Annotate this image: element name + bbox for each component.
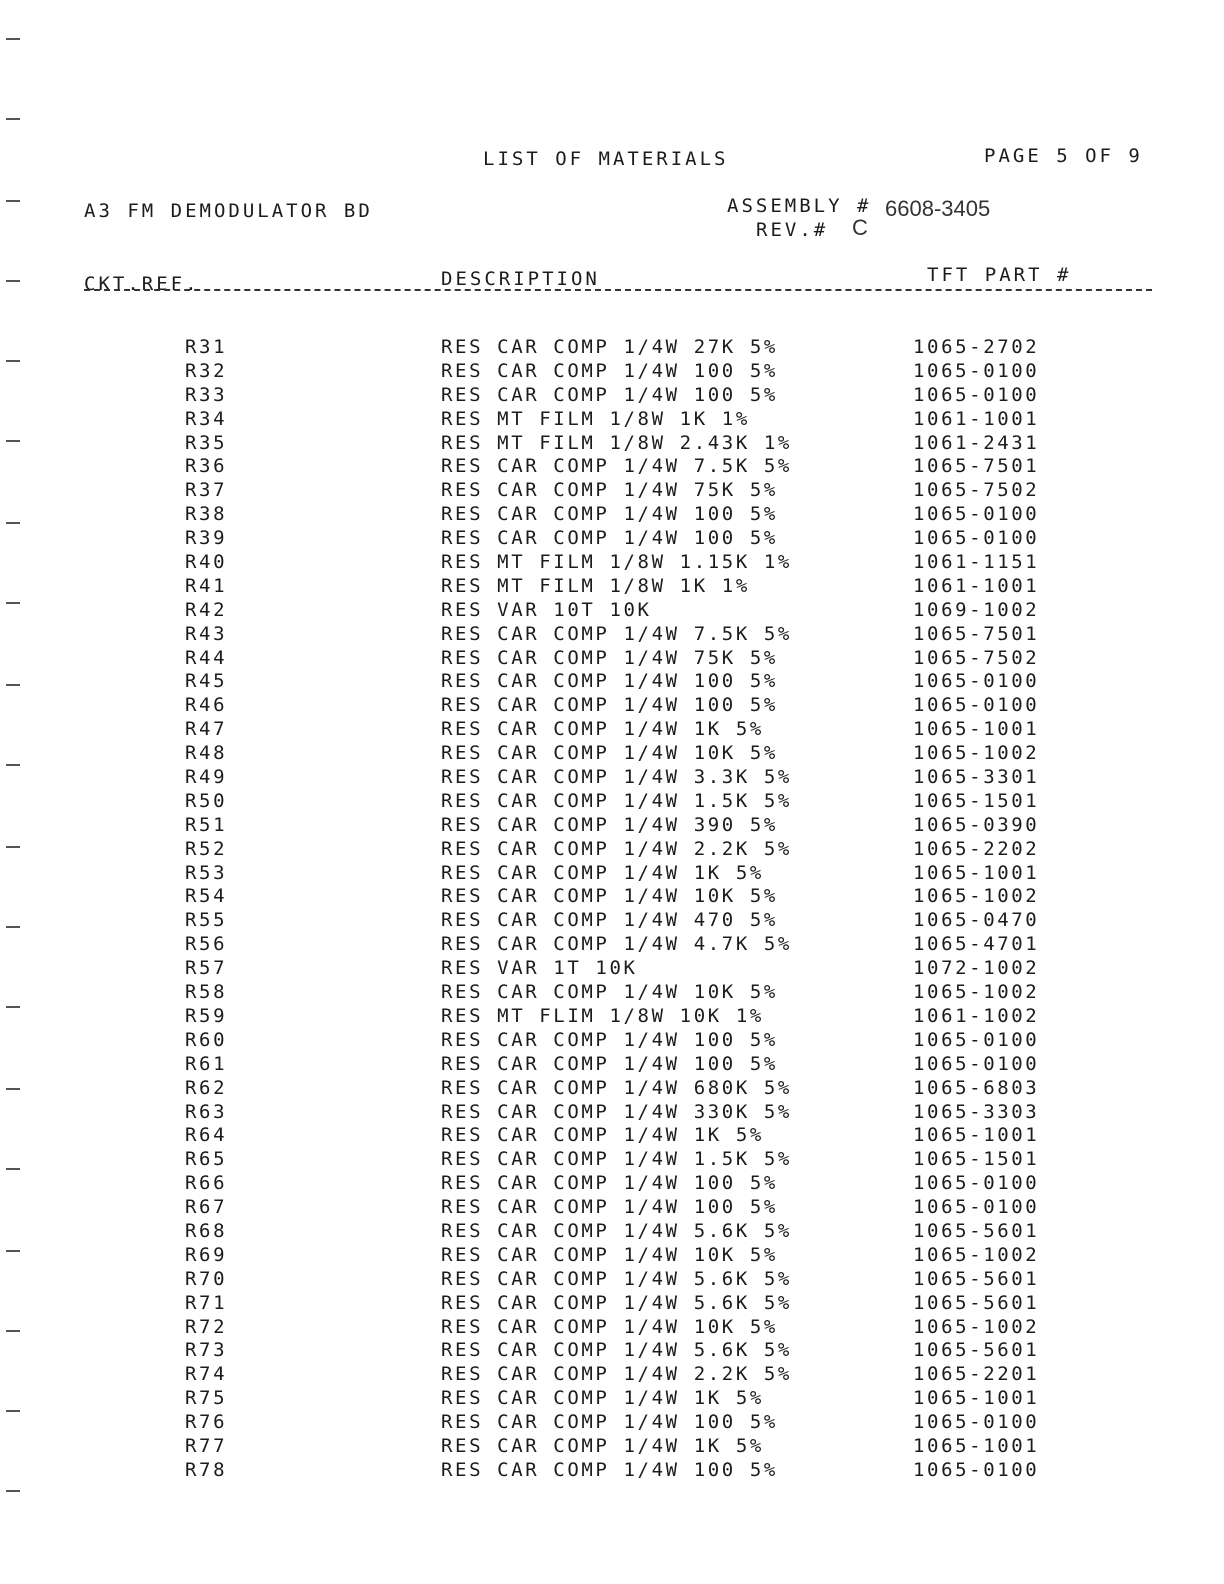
table-row xyxy=(0,1459,1224,1483)
cell-description: RES CAR COMP 1/4W 100 5% xyxy=(441,383,778,406)
table-row xyxy=(0,1077,1224,1101)
cell-part-number: 1065-1002 xyxy=(913,885,1040,908)
cell-description: RES MT FILM 1/8W 1K 1% xyxy=(441,574,750,597)
table-row xyxy=(0,1244,1224,1268)
cell-ckt-ref: R43 xyxy=(185,622,228,645)
cell-description: RES CAR COMP 1/4W 470 5% xyxy=(441,909,778,932)
cell-part-number: 1065-3303 xyxy=(913,1100,1040,1123)
cell-description: RES CAR COMP 1/4W 2.2K 5% xyxy=(441,1363,792,1386)
cell-ckt-ref: R48 xyxy=(185,742,228,765)
cell-description: RES CAR COMP 1/4W 100 5% xyxy=(441,1172,778,1195)
table-row xyxy=(0,742,1224,766)
table-row xyxy=(0,1220,1224,1244)
table-row xyxy=(0,455,1224,479)
cell-description: RES CAR COMP 1/4W 5.6K 5% xyxy=(441,1267,792,1290)
cell-part-number: 1065-0100 xyxy=(913,359,1040,382)
cell-part-number: 1065-0100 xyxy=(913,527,1040,550)
cell-description: RES CAR COMP 1/4W 1K 5% xyxy=(441,1124,764,1147)
cell-ckt-ref: R53 xyxy=(185,861,228,884)
cell-description: RES CAR COMP 1/4W 390 5% xyxy=(441,813,778,836)
table-row xyxy=(0,1339,1224,1363)
cell-description: RES CAR COMP 1/4W 5.6K 5% xyxy=(441,1219,792,1242)
cell-part-number: 1065-1001 xyxy=(913,1387,1040,1410)
table-row xyxy=(0,551,1224,575)
cell-description: RES CAR COMP 1/4W 7.5K 5% xyxy=(441,622,792,645)
cell-ckt-ref: R42 xyxy=(185,598,228,621)
cell-part-number: 1065-7501 xyxy=(913,622,1040,645)
cell-part-number: 1065-5601 xyxy=(913,1339,1040,1362)
cell-part-number: 1065-7501 xyxy=(913,455,1040,478)
table-row xyxy=(0,1196,1224,1220)
cell-description: RES VAR 1T 10K xyxy=(441,957,638,980)
assembly-number: 6608-3405 xyxy=(885,196,991,221)
column-header-part-number: TFT PART # xyxy=(927,264,1072,286)
cell-description: RES CAR COMP 1/4W 330K 5% xyxy=(441,1100,792,1123)
cell-ckt-ref: R54 xyxy=(185,885,228,908)
cell-description: RES CAR COMP 1/4W 10K 5% xyxy=(441,742,778,765)
cell-description: RES CAR COMP 1/4W 100 5% xyxy=(441,527,778,550)
cell-part-number: 1065-1501 xyxy=(913,789,1040,812)
cell-part-number: 1061-2431 xyxy=(913,431,1040,454)
cell-ckt-ref: R38 xyxy=(185,503,228,526)
cell-part-number: 1061-1151 xyxy=(913,551,1040,574)
table-row xyxy=(0,1316,1224,1340)
cell-description: RES CAR COMP 1/4W 75K 5% xyxy=(441,646,778,669)
cell-ckt-ref: R68 xyxy=(185,1219,228,1242)
header-divider xyxy=(84,289,1152,291)
table-row xyxy=(0,766,1224,790)
cell-ckt-ref: R78 xyxy=(185,1458,228,1481)
cell-ckt-ref: R70 xyxy=(185,1267,228,1290)
cell-part-number: 1065-0100 xyxy=(913,670,1040,693)
cell-description: RES CAR COMP 1/4W 100 5% xyxy=(441,1052,778,1075)
table-row xyxy=(0,718,1224,742)
cell-part-number: 1061-1001 xyxy=(913,574,1040,597)
cell-ckt-ref: R58 xyxy=(185,981,228,1004)
table-row xyxy=(0,981,1224,1005)
cell-description: RES CAR COMP 1/4W 100 5% xyxy=(441,503,778,526)
table-row xyxy=(0,862,1224,886)
cell-description: RES CAR COMP 1/4W 1K 5% xyxy=(441,1434,764,1457)
cell-part-number: 1065-5601 xyxy=(913,1219,1040,1242)
cell-ckt-ref: R63 xyxy=(185,1100,228,1123)
table-row xyxy=(0,503,1224,527)
table-row xyxy=(0,909,1224,933)
table-row xyxy=(0,1172,1224,1196)
table-row xyxy=(0,1411,1224,1435)
cell-ckt-ref: R66 xyxy=(185,1172,228,1195)
table-row xyxy=(0,1292,1224,1316)
table-row xyxy=(0,336,1224,360)
table-row xyxy=(0,694,1224,718)
cell-part-number: 1065-1002 xyxy=(913,1243,1040,1266)
page-indicator: PAGE 5 OF 9 xyxy=(984,145,1143,167)
cell-part-number: 1069-1002 xyxy=(913,598,1040,621)
table-row xyxy=(0,599,1224,623)
cell-description: RES CAR COMP 1/4W 3.3K 5% xyxy=(441,766,792,789)
cell-part-number: 1065-0100 xyxy=(913,694,1040,717)
cell-part-number: 1065-1002 xyxy=(913,981,1040,1004)
cell-ckt-ref: R49 xyxy=(185,766,228,789)
cell-ckt-ref: R64 xyxy=(185,1124,228,1147)
table-row xyxy=(0,1435,1224,1459)
cell-part-number: 1065-0100 xyxy=(913,1028,1040,1051)
cell-ckt-ref: R55 xyxy=(185,909,228,932)
cell-description: RES MT FILM 1/8W 1K 1% xyxy=(441,407,750,430)
rev-value: C xyxy=(852,215,868,240)
materials-list xyxy=(0,336,1224,1483)
cell-ckt-ref: R74 xyxy=(185,1363,228,1386)
table-row xyxy=(0,1124,1224,1148)
table-row xyxy=(0,838,1224,862)
cell-part-number: 1065-4701 xyxy=(913,933,1040,956)
cell-ckt-ref: R46 xyxy=(185,694,228,717)
cell-part-number: 1065-0100 xyxy=(913,1458,1040,1481)
cell-part-number: 1065-0100 xyxy=(913,503,1040,526)
cell-part-number: 1065-2201 xyxy=(913,1363,1040,1386)
table-row xyxy=(0,647,1224,671)
cell-ckt-ref: R36 xyxy=(185,455,228,478)
table-row xyxy=(0,957,1224,981)
table-row xyxy=(0,790,1224,814)
cell-part-number: 1061-1002 xyxy=(913,1004,1040,1027)
cell-description: RES CAR COMP 1/4W 1.5K 5% xyxy=(441,789,792,812)
cell-part-number: 1065-0390 xyxy=(913,813,1040,836)
cell-description: RES CAR COMP 1/4W 100 5% xyxy=(441,359,778,382)
cell-ckt-ref: R71 xyxy=(185,1291,228,1314)
cell-description: RES MT FLIM 1/8W 10K 1% xyxy=(441,1004,764,1027)
table-row xyxy=(0,360,1224,384)
cell-ckt-ref: R34 xyxy=(185,407,228,430)
cell-ckt-ref: R62 xyxy=(185,1076,228,1099)
cell-ckt-ref: R44 xyxy=(185,646,228,669)
table-row xyxy=(0,1101,1224,1125)
cell-ckt-ref: R76 xyxy=(185,1411,228,1434)
table-row xyxy=(0,1148,1224,1172)
table-row xyxy=(0,575,1224,599)
cell-part-number: 1065-0100 xyxy=(913,1172,1040,1195)
cell-ckt-ref: R47 xyxy=(185,718,228,741)
cell-description: RES CAR COMP 1/4W 1K 5% xyxy=(441,718,764,741)
cell-ckt-ref: R67 xyxy=(185,1196,228,1219)
table-row xyxy=(0,623,1224,647)
cell-ckt-ref: R56 xyxy=(185,933,228,956)
cell-part-number: 1065-1001 xyxy=(913,718,1040,741)
cell-ckt-ref: R73 xyxy=(185,1339,228,1362)
board-name: A3 FM DEMODULATOR BD xyxy=(84,200,373,222)
cell-ckt-ref: R59 xyxy=(185,1004,228,1027)
cell-ckt-ref: R40 xyxy=(185,551,228,574)
cell-ckt-ref: R65 xyxy=(185,1148,228,1171)
cell-ckt-ref: R72 xyxy=(185,1315,228,1338)
cell-description: RES CAR COMP 1/4W 2.2K 5% xyxy=(441,837,792,860)
column-header-description: DESCRIPTION xyxy=(441,268,600,290)
cell-part-number: 1065-2202 xyxy=(913,837,1040,860)
table-row xyxy=(0,432,1224,456)
table-row xyxy=(0,1387,1224,1411)
cell-description: RES CAR COMP 1/4W 1.5K 5% xyxy=(441,1148,792,1171)
cell-ckt-ref: R57 xyxy=(185,957,228,980)
cell-ckt-ref: R39 xyxy=(185,527,228,550)
cell-description: RES VAR 10T 10K xyxy=(441,598,652,621)
cell-description: RES CAR COMP 1/4W 680K 5% xyxy=(441,1076,792,1099)
cell-part-number: 1065-3301 xyxy=(913,766,1040,789)
cell-part-number: 1065-1002 xyxy=(913,742,1040,765)
cell-part-number: 1065-1001 xyxy=(913,1434,1040,1457)
cell-ckt-ref: R35 xyxy=(185,431,228,454)
cell-description: RES CAR COMP 1/4W 100 5% xyxy=(441,670,778,693)
cell-ckt-ref: R52 xyxy=(185,837,228,860)
cell-part-number: 1065-0470 xyxy=(913,909,1040,932)
cell-description: RES MT FILM 1/8W 1.15K 1% xyxy=(441,551,792,574)
table-row xyxy=(0,408,1224,432)
column-header-ckt-ref: CKT.REF. xyxy=(84,273,200,295)
table-row xyxy=(0,885,1224,909)
table-row xyxy=(0,1363,1224,1387)
cell-description: RES CAR COMP 1/4W 4.7K 5% xyxy=(441,933,792,956)
cell-part-number: 1065-0100 xyxy=(913,383,1040,406)
cell-part-number: 1065-1501 xyxy=(913,1148,1040,1171)
cell-part-number: 1065-7502 xyxy=(913,646,1040,669)
cell-ckt-ref: R69 xyxy=(185,1243,228,1266)
cell-part-number: 1065-0100 xyxy=(913,1052,1040,1075)
cell-description: RES CAR COMP 1/4W 10K 5% xyxy=(441,1315,778,1338)
cell-part-number: 1065-7502 xyxy=(913,479,1040,502)
cell-part-number: 1061-1001 xyxy=(913,407,1040,430)
cell-part-number: 1065-5601 xyxy=(913,1267,1040,1290)
cell-ckt-ref: R60 xyxy=(185,1028,228,1051)
cell-part-number: 1065-1001 xyxy=(913,861,1040,884)
cell-description: RES CAR COMP 1/4W 5.6K 5% xyxy=(441,1291,792,1314)
cell-ckt-ref: R31 xyxy=(185,336,228,358)
table-row xyxy=(0,814,1224,838)
cell-description: RES CAR COMP 1/4W 5.6K 5% xyxy=(441,1339,792,1362)
cell-ckt-ref: R61 xyxy=(185,1052,228,1075)
cell-description: RES MT FILM 1/8W 2.43K 1% xyxy=(441,431,792,454)
table-row xyxy=(0,384,1224,408)
cell-description: RES CAR COMP 1/4W 1K 5% xyxy=(441,861,764,884)
cell-description: RES CAR COMP 1/4W 7.5K 5% xyxy=(441,455,792,478)
cell-ckt-ref: R37 xyxy=(185,479,228,502)
cell-description: RES CAR COMP 1/4W 100 5% xyxy=(441,1411,778,1434)
cell-part-number: 1065-0100 xyxy=(913,1411,1040,1434)
cell-part-number: 1065-0100 xyxy=(913,1196,1040,1219)
cell-ckt-ref: R51 xyxy=(185,813,228,836)
cell-ckt-ref: R33 xyxy=(185,383,228,406)
cell-description: RES CAR COMP 1/4W 1K 5% xyxy=(441,1387,764,1410)
cell-ckt-ref: R45 xyxy=(185,670,228,693)
cell-ckt-ref: R41 xyxy=(185,574,228,597)
table-row xyxy=(0,527,1224,551)
cell-description: RES CAR COMP 1/4W 10K 5% xyxy=(441,981,778,1004)
cell-part-number: 1065-1001 xyxy=(913,1124,1040,1147)
cell-ckt-ref: R75 xyxy=(185,1387,228,1410)
table-row xyxy=(0,670,1224,694)
document-title: LIST OF MATERIALS xyxy=(483,148,729,170)
cell-part-number: 1065-5601 xyxy=(913,1291,1040,1314)
rev-label: REV.# xyxy=(756,219,829,241)
cell-part-number: 1065-2702 xyxy=(913,336,1040,358)
cell-part-number: 1072-1002 xyxy=(913,957,1040,980)
assembly-label: ASSEMBLY # xyxy=(727,195,872,217)
table-row xyxy=(0,1053,1224,1077)
table-row xyxy=(0,933,1224,957)
cell-ckt-ref: R32 xyxy=(185,359,228,382)
cell-part-number: 1065-1002 xyxy=(913,1315,1040,1338)
table-row xyxy=(0,1005,1224,1029)
cell-description: RES CAR COMP 1/4W 10K 5% xyxy=(441,1243,778,1266)
cell-description: RES CAR COMP 1/4W 75K 5% xyxy=(441,479,778,502)
table-row xyxy=(0,1268,1224,1292)
cell-description: RES CAR COMP 1/4W 10K 5% xyxy=(441,885,778,908)
cell-description: RES CAR COMP 1/4W 100 5% xyxy=(441,1458,778,1481)
cell-ckt-ref: R50 xyxy=(185,789,228,812)
cell-description: RES CAR COMP 1/4W 100 5% xyxy=(441,1196,778,1219)
cell-description: RES CAR COMP 1/4W 100 5% xyxy=(441,694,778,717)
cell-description: RES CAR COMP 1/4W 100 5% xyxy=(441,1028,778,1051)
cell-description: RES CAR COMP 1/4W 27K 5% xyxy=(441,336,778,358)
table-row xyxy=(0,1029,1224,1053)
cell-part-number: 1065-6803 xyxy=(913,1076,1040,1099)
table-row xyxy=(0,479,1224,503)
cell-ckt-ref: R77 xyxy=(185,1434,228,1457)
